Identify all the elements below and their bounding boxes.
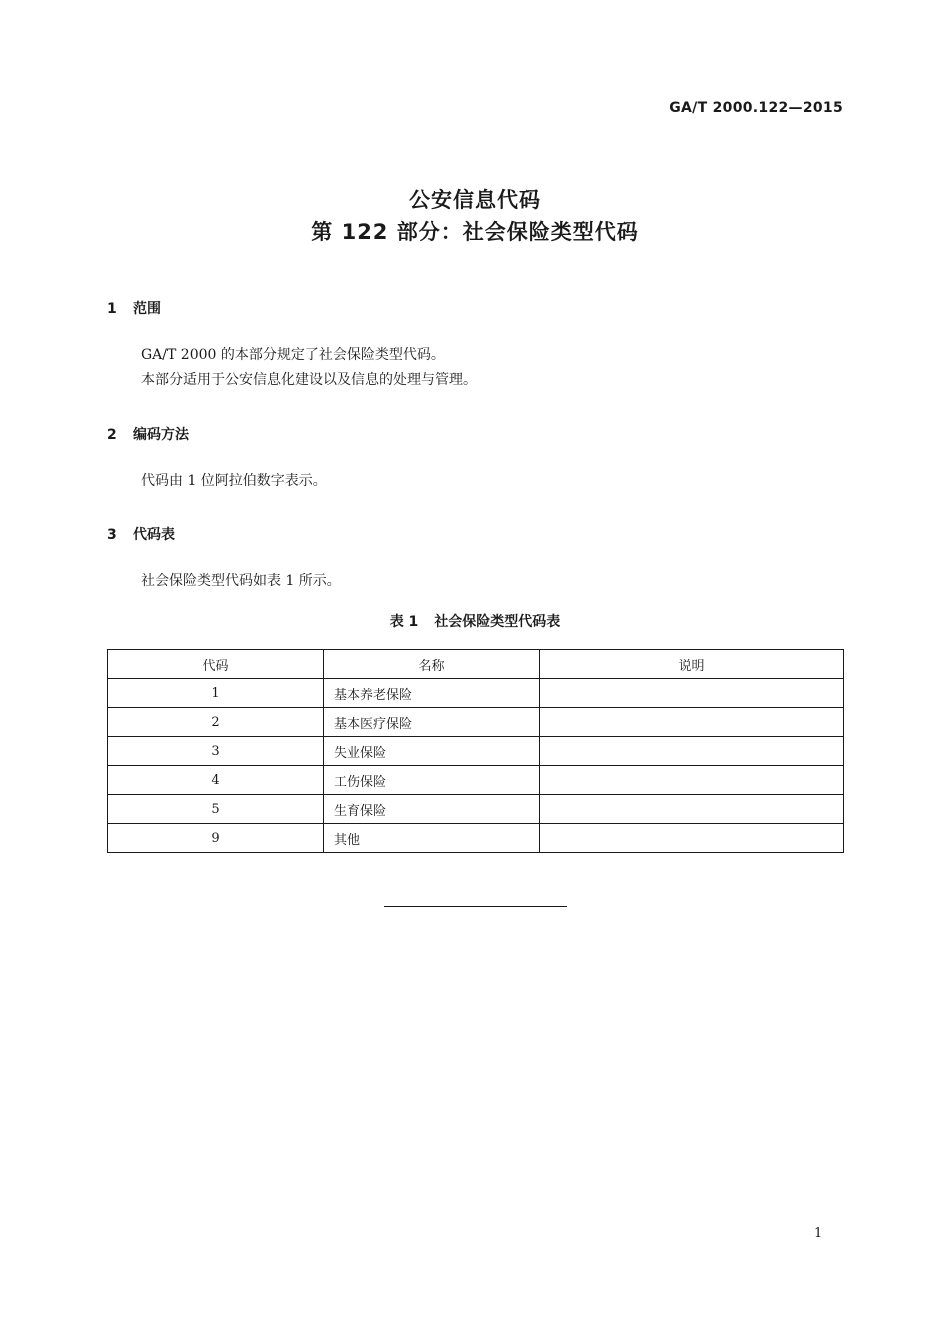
section-body-coding-method: [141, 469, 327, 494]
section-title: 编码方法: [133, 427, 189, 443]
cell-name: 其他: [324, 824, 540, 853]
section-body-code-table: [141, 569, 341, 594]
cell-name: 基本养老保险: [324, 679, 540, 708]
code-table: [107, 649, 844, 853]
section-body-scope: [141, 343, 477, 393]
cell-description: [540, 737, 844, 766]
section-title: 代码表: [133, 527, 175, 543]
table-caption: [0, 611, 950, 631]
paragraph: 代码由 1 位阿拉伯数字表示。: [141, 473, 327, 489]
cell-code: 3: [108, 737, 324, 766]
document-subtitle: 第 122 部分：社会保险类型代码: [311, 220, 639, 244]
column-header-name: 名称: [324, 650, 540, 679]
cell-name: 基本医疗保险: [324, 708, 540, 737]
cell-code: 4: [108, 766, 324, 795]
paragraph: GA/T 2000 的本部分规定了社会保险类型代码。: [141, 347, 445, 363]
cell-description: [540, 679, 844, 708]
column-header-description: 说明: [540, 650, 844, 679]
cell-description: [540, 824, 844, 853]
table-row: [108, 708, 844, 737]
section-number: 3: [107, 527, 117, 543]
cell-code: 1: [108, 679, 324, 708]
table-caption-title: 社会保险类型代码表: [434, 614, 561, 630]
table-caption-number: 表 1: [389, 614, 419, 630]
paragraph: 本部分适用于公安信息化建设以及信息的处理与管理。: [141, 372, 477, 388]
table-header-row: [108, 650, 844, 679]
column-header-code: 代码: [108, 650, 324, 679]
section-heading-scope: [107, 298, 161, 318]
cell-code: 5: [108, 795, 324, 824]
table-row: [108, 679, 844, 708]
section-title: 范围: [133, 301, 161, 317]
cell-description: [540, 708, 844, 737]
section-number: 2: [107, 427, 117, 443]
cell-code: 9: [108, 824, 324, 853]
cell-description: [540, 795, 844, 824]
paragraph: 社会保险类型代码如表 1 所示。: [141, 573, 341, 589]
table-row: [108, 766, 844, 795]
table-row: [108, 824, 844, 853]
cell-name: 失业保险: [324, 737, 540, 766]
section-number: 1: [107, 301, 117, 317]
page-number: 1: [814, 1226, 823, 1241]
section-heading-code-table: [107, 524, 175, 544]
table-row: [108, 795, 844, 824]
cell-description: [540, 766, 844, 795]
document-code: GA/T 2000.122—2015: [669, 100, 843, 116]
table-row: [108, 737, 844, 766]
cell-name: 工伤保险: [324, 766, 540, 795]
cell-name: 生育保险: [324, 795, 540, 824]
section-heading-coding-method: [107, 424, 189, 444]
end-of-document-rule: [384, 906, 567, 907]
cell-code: 2: [108, 708, 324, 737]
document-title: 公安信息代码: [409, 188, 541, 212]
